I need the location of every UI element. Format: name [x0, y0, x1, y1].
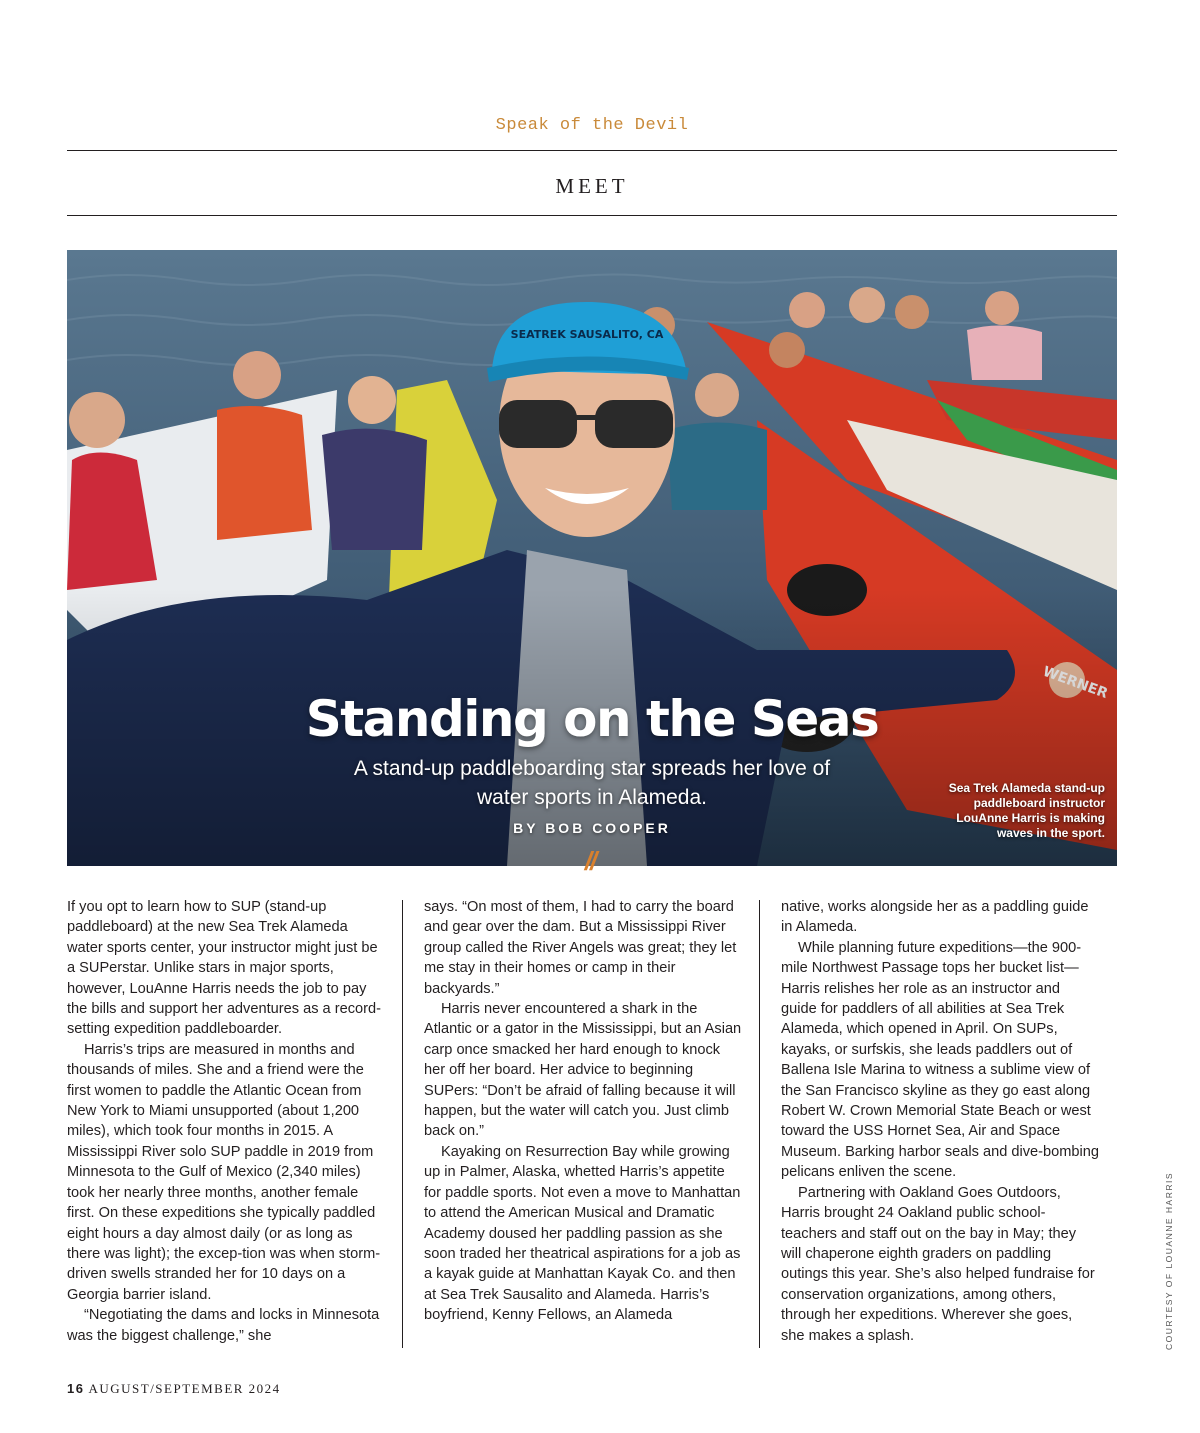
paragraph: Kayaking on Resurrection Bay while growing up in Palmer, Alaska, whetted Harris’s appetite for paddle sports. Not even a move to Manhattan to attend the American Musical and Dramatic Academy doused her paddling passion as she soon traded her theatrical aspirations for a job as a kayak guide at Manhattan Kayak Co. and then at Sea Trek Sausalito and Alameda. Harris’s boyfriend, Kenny Fellows, an Alameda	[424, 1143, 741, 1324]
page-number: 16	[67, 1381, 85, 1396]
paragraph: native, works alongside her as a paddling guide in Alameda.	[781, 899, 1089, 936]
paragraph: Harris never encountered a shark in the Atlantic or a gator in the Mississippi, but an Asian carp once smacked her hard enough to knock her off her board. Her advice to beginning SUPers: “Don’t be afraid of falling because it will happen, but the water will catch you. Just climb back on.”	[424, 1001, 742, 1140]
headline: Standing on the Seas	[305, 690, 879, 748]
paragraph: If you opt to learn how to SUP (stand-up paddleboard) at the new Sea Trek Alameda water sports center, your instructor might just be a SUPerstar. Unlike stars in major sports, however, LouAnne Harris needs the job to pay the bills and support her adventures as a record-setting expedition paddleboarder.	[67, 899, 381, 1038]
column-divider	[759, 900, 760, 1348]
photo-caption: Sea Trek Alameda stand-up paddleboard instructor LouAnne Harris is making waves in the sport.	[948, 781, 1105, 840]
slash-ornament: //	[584, 846, 596, 876]
header-rule-bottom	[67, 215, 1117, 216]
paragraph: Partnering with Oakland Goes Outdoors, Harris brought 24 Oakland public school-teachers and staff out on the bay in May; they will chaperone eighth graders on paddling outings this year. She’s also helped fundraise for conservation organizations, among others, through her expeditions. Wherever she goes, she makes a splash.	[781, 1184, 1095, 1344]
section-title: Speak of the Devil	[495, 116, 689, 135]
dek: A stand-up paddleboarding star spreads her love of water sports in Alameda.	[353, 757, 831, 809]
photo-credit: COURTESY OF LOUANNE HARRIS	[1164, 1171, 1174, 1350]
paragraph: “Negotiating the dams and locks in Minnesota was the biggest challenge,” she	[67, 1307, 380, 1344]
paragraph: says. “On most of them, I had to carry the board and gear over the dam. But a Mississippi River group called the River Angels was great; they let me stay in their homes or camp in their backyards.”	[424, 899, 737, 997]
article-column-1	[67, 897, 385, 1346]
paragraph: Harris’s trips are measured in months and thousands of miles. She and a friend were the first women to paddle the Atlantic Ocean from New York to Miami unsupported (about 1,200 miles), which took four months in 2015. A Mississippi River solo SUP paddle in 2019 from Minnesota to the Gulf of Mexico (2,340 miles) took her nearly three months, another female first. On these expeditions she typically paddled eight hours a day almost daily (or as long as there was light); the excep-tion was when storm-driven swells stranded her for 10 days on a Georgia barrier island.	[67, 1041, 381, 1303]
department-label: MEET	[555, 174, 629, 198]
page-footer	[67, 1381, 281, 1397]
column-divider	[402, 900, 403, 1348]
byline: BY BOB COOPER	[513, 820, 671, 836]
header-rule-top	[67, 150, 1117, 151]
article-column-3	[781, 897, 1099, 1346]
article-column-2	[424, 897, 744, 1326]
issue-date: AUGUST/SEPTEMBER 2024	[88, 1381, 281, 1396]
paragraph: While planning future expeditions—the 900-mile Northwest Passage tops her bucket list—Harris relishes her role as an instructor and guide for paddlers of all abilities at Sea Trek Alameda, which opened in April. On SUPs, kayaks, or surfskis, she leads paddlers out of Ballena Isle Marina to witness a sublime view of the San Francisco skyline as they go east along Robert W. Crown Memorial State Beach or west toward the USS Hornet Sea, Air and Space Museum. Barking harbor seals and dive-bombing pelicans enliven the scene.	[781, 939, 1099, 1181]
